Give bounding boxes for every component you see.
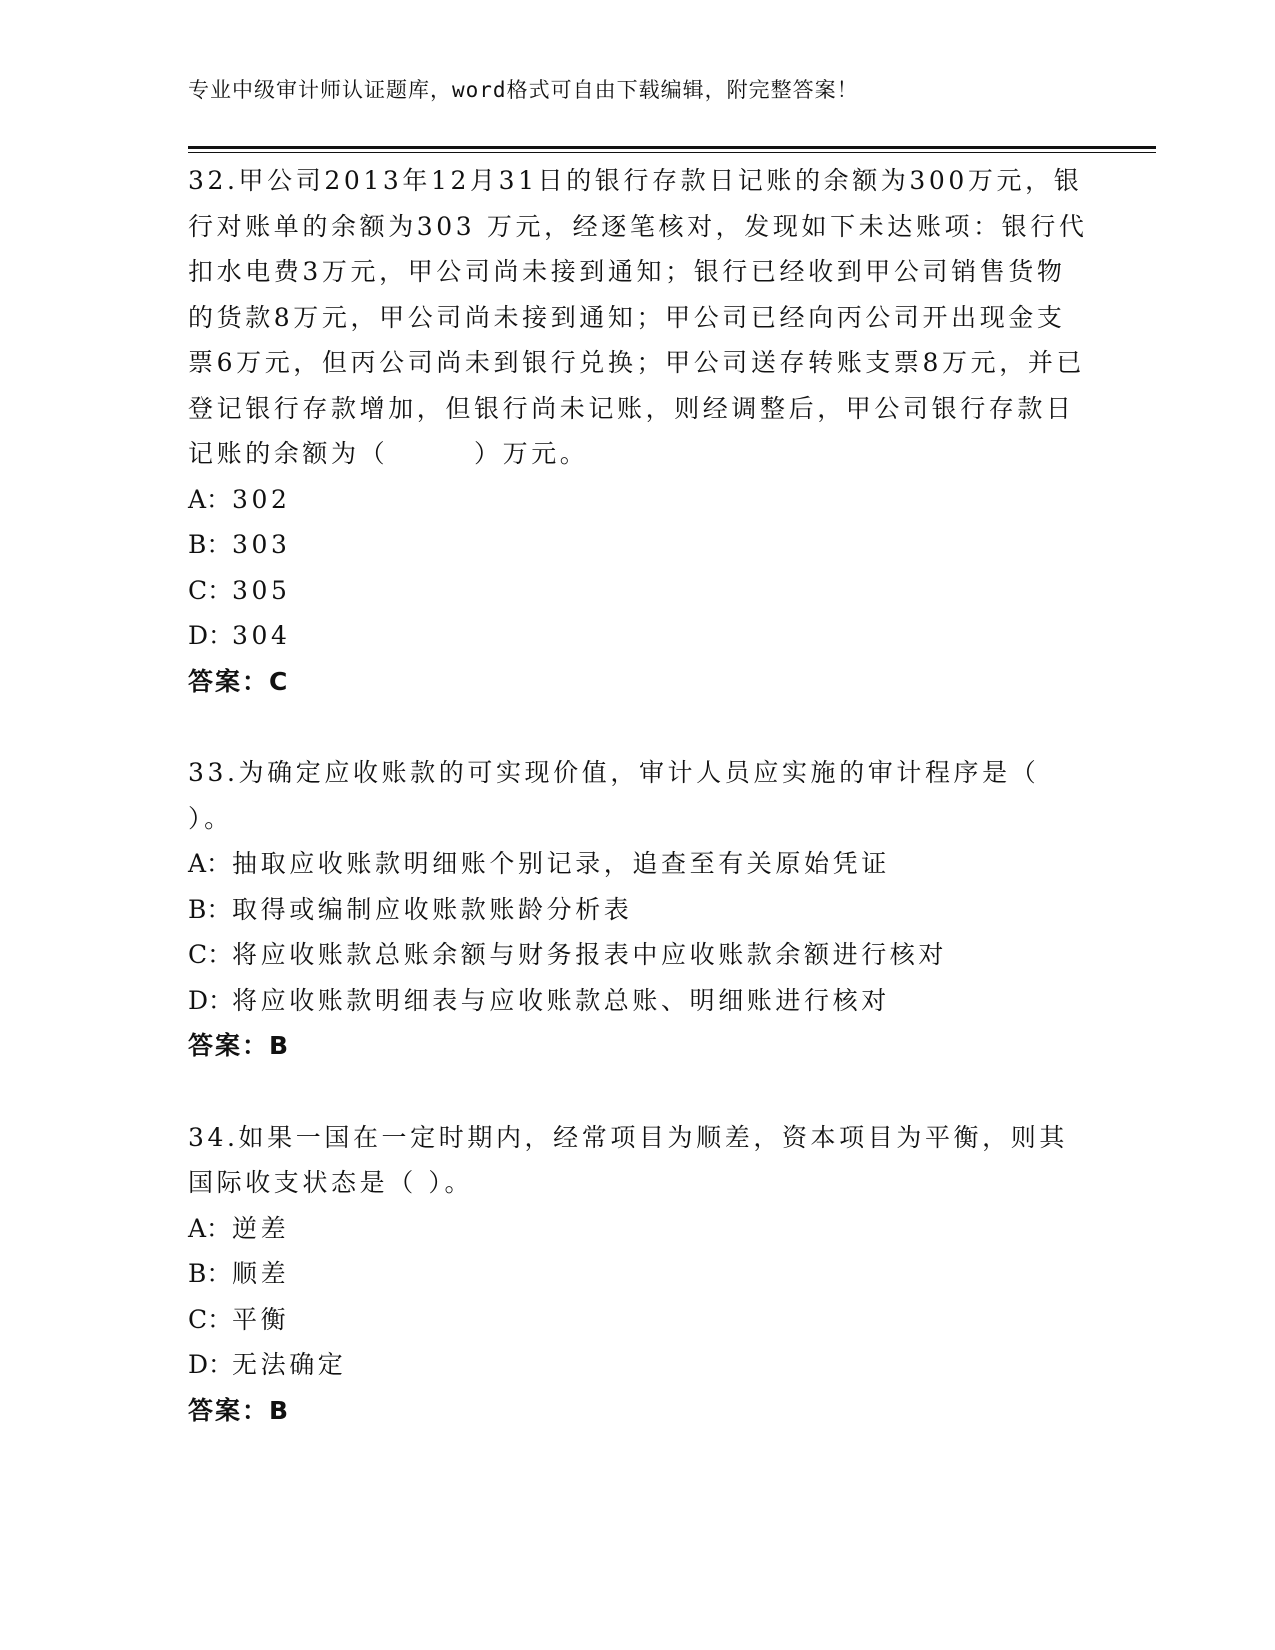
option-d [188,1342,1088,1388]
option-letter: D： [188,1350,234,1379]
option-text: 取得或编制应收账款账龄分析表 [232,894,633,924]
answer-label: 答案：B [188,1031,291,1060]
question-stem: 32.甲公司2013年12月31日的银行存款日记账的余额为300万元，银行对账单的余额为303 万元，经逐笔核对，发现如下未达账项：银行代扣水电费3万元，甲公司尚未接到通知；银行已经收到甲公司销售货物的货款8万元，甲公司尚未接到通知；甲公司已经向丙公司开出现金支票6万元，但丙公司尚未到银行兑换；甲公司送存转账支票8万元，并已登记银行存款增加，但银行尚未记账，则经调整后，甲公司银行存款日记账的余额为（ ）万元。 [188,166,1088,468]
question-32 [188,158,1088,704]
option-letter: B： [188,894,232,924]
option-d [188,978,1088,1024]
option-text: 将应收账款明细表与应收账款总账、明细账进行核对 [232,985,890,1015]
header-rule-thick [188,146,1156,149]
option-letter: C： [188,1304,233,1334]
option-b [188,887,1088,933]
option-text: 顺差 [232,1259,290,1288]
option-letter: B： [188,1259,232,1288]
header-rule-thin [188,152,1156,153]
option-letter: D： [188,985,234,1015]
option-c [188,1297,1088,1343]
page-header: 专业中级审计师认证题库，word格式可自由下载编辑，附完整答案！ [188,78,859,102]
option-d [188,613,1088,659]
option-text: 平衡 [232,1304,290,1334]
option-text: 304 [232,621,291,650]
option-c [188,932,1088,978]
question-stem: 34.如果一国在一定时期内，经常项目为顺差，资本项目为平衡，则其国际收支状态是（ ）。 [188,1122,1068,1197]
option-text: 305 [232,575,291,605]
option-text: 逆差 [232,1213,290,1243]
answer-label: 答案：B [188,1395,291,1425]
option-text: 将应收账款总账余额与财务报表中应收账款余额进行核对 [232,940,948,969]
option-letter: A： [188,849,232,878]
option-b [188,522,1088,568]
option-letter: C： [188,575,233,605]
option-letter: A： [188,1213,232,1243]
option-a [188,1206,1088,1252]
option-c [188,568,1088,614]
option-a [188,477,1088,523]
option-letter: C： [188,940,233,969]
option-text: 抽取应收账款明细账个别记录，追查至有关原始凭证 [232,849,890,878]
option-text: 无法确定 [232,1350,347,1379]
question-34 [188,1115,1088,1434]
option-letter: D： [188,621,234,650]
question-list [188,158,1088,1479]
option-text: 302 [232,484,291,514]
option-b [188,1251,1088,1297]
option-a [188,841,1088,887]
question-33 [188,750,1088,1069]
option-letter: B： [188,530,232,559]
option-text: 303 [232,530,291,559]
question-stem: 33.为确定应收账款的可实现价值，审计人员应实施的审计程序是（ ）。 [188,758,1040,833]
option-letter: A： [188,484,232,514]
answer-label: 答案：C [188,666,290,696]
